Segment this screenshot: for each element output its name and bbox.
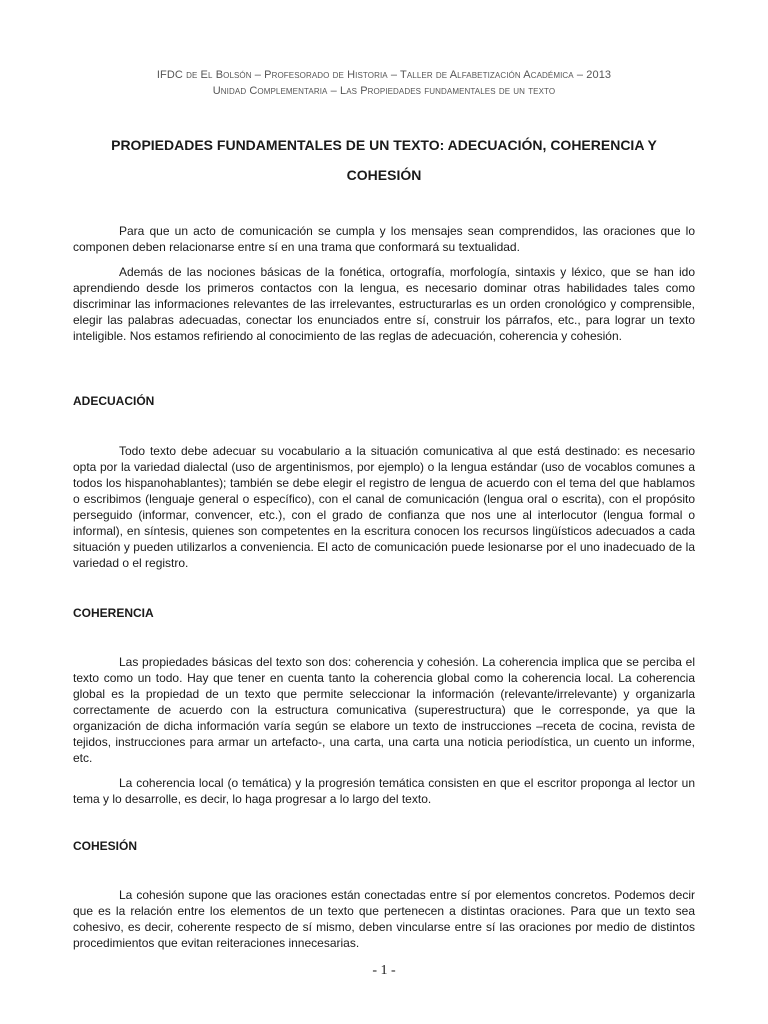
page-number: - 1 - xyxy=(372,963,396,978)
running-header-line1: IFDC de El Bolsón – Profesorado de Historia – Taller de Alfabetización Académica – 2013 xyxy=(156,69,612,81)
document-page xyxy=(73,0,695,1024)
intro-p1-text: Para que un acto de comunicación se cumpla y los mensajes sean comprendidos, las oraciones que lo componen deben relacionarse entre sí en una trama que conformará su textualidad. xyxy=(73,224,695,254)
document-title xyxy=(73,130,695,190)
coherencia-paragraph-2 xyxy=(73,775,695,807)
heading-coherencia: COHERENCIA xyxy=(73,606,154,620)
adecuacion-p1-text: Todo texto debe adecuar su vocabulario a la situación comunicativa al que está destinado: es necesario opta por la variedad dialectal (uso de argentinismos, por ejemplo) o la lengua estándar (uso de vocablos comunes a todos los hispanohablantes); también se debe elegir el registro de lengua de acuerdo con el tema del que hablamos o escribimos (lenguaje general o específico), con el canal de comunicación (lengua oral o escrita), con el propósito perseguido (informar, convencer, etc.), con el grado de confianza que nos une al interlocutor (lengua formal o informal), en síntesis, quienes son competentes en la escritura conocen los recursos lingüísticos adecuados a cada situación y pueden utilizarlos a conveniencia. El acto de comunicación puede lesionarse por el uno inadecuado de la variedad o el registro. xyxy=(73,444,695,570)
adecuacion-paragraph xyxy=(73,443,695,571)
intro-paragraph-2 xyxy=(73,264,695,344)
cohesion-paragraph xyxy=(73,887,695,951)
running-header-line2: Unidad Complementaria – Las Propiedades fundamentales de un texto xyxy=(212,85,556,97)
heading-cohesion: COHESIÓN xyxy=(73,839,138,853)
coherencia-p1-text: Las propiedades básicas del texto son dos: coherencia y cohesión. La coherencia implica que se perciba el texto como un todo. Hay que tener en cuenta tanto la coherencia global como la coherencia local. La coherencia global es la propiedad de un texto que permite seleccionar la información (relevante/irrelevante) y organizarla correctamente de acuerdo con la estructura comunicativa (superestructura) que le corresponde, ya que la organización de dicha información varía según se elabore un texto de instrucciones –receta de cocina, revista de tejidos, instrucciones para armar un artefacto-, una carta, una carta una noticia periodística, un cuento un informe, etc. xyxy=(73,655,695,765)
intro-paragraph-1 xyxy=(73,223,695,255)
coherencia-p2-text: La coherencia local (o temática) y la progresión temática consisten en que el escritor proponga al lector un tema y lo desarrolle, es decir, lo haga progresar a lo largo del texto. xyxy=(73,776,695,806)
coherencia-paragraph-1 xyxy=(73,654,695,766)
title-line1: PROPIEDADES FUNDAMENTALES DE UN TEXTO: ADECUACIÓN, COHERENCIA Y xyxy=(111,137,657,153)
cohesion-p1-text: La cohesión supone que las oraciones están conectadas entre sí por elementos concretos. Podemos decir que es la relación entre los elementos de un texto que pertenecen a distintas oraciones. Para que un texto sea cohesivo, es decir, coherente respecto de sí mismo, deben vincularse entre sí las oraciones por medio de distintos procedimientos que evitan reiteraciones innecesarias. xyxy=(73,888,695,950)
intro-p2-text: Además de las nociones básicas de la fonética, ortografía, morfología, sintaxis y léxico, que se han ido aprendiendo desde los primeros contactos con la lengua, es necesario dominar otras habilidades tales como discriminar las informaciones relevantes de las irrelevantes, estructurarlas es un orden cronológico y comprensible, elegir las palabras adecuadas, conectar los enunciados entre sí, construir los párrafos, etc., para lograr un texto inteligible. Nos estamos refiriendo al conocimiento de las reglas de adecuación, coherencia y cohesión. xyxy=(73,265,695,343)
heading-adecuacion: ADECUACIÓN xyxy=(73,394,155,408)
title-line2: COHESIÓN xyxy=(346,167,422,183)
